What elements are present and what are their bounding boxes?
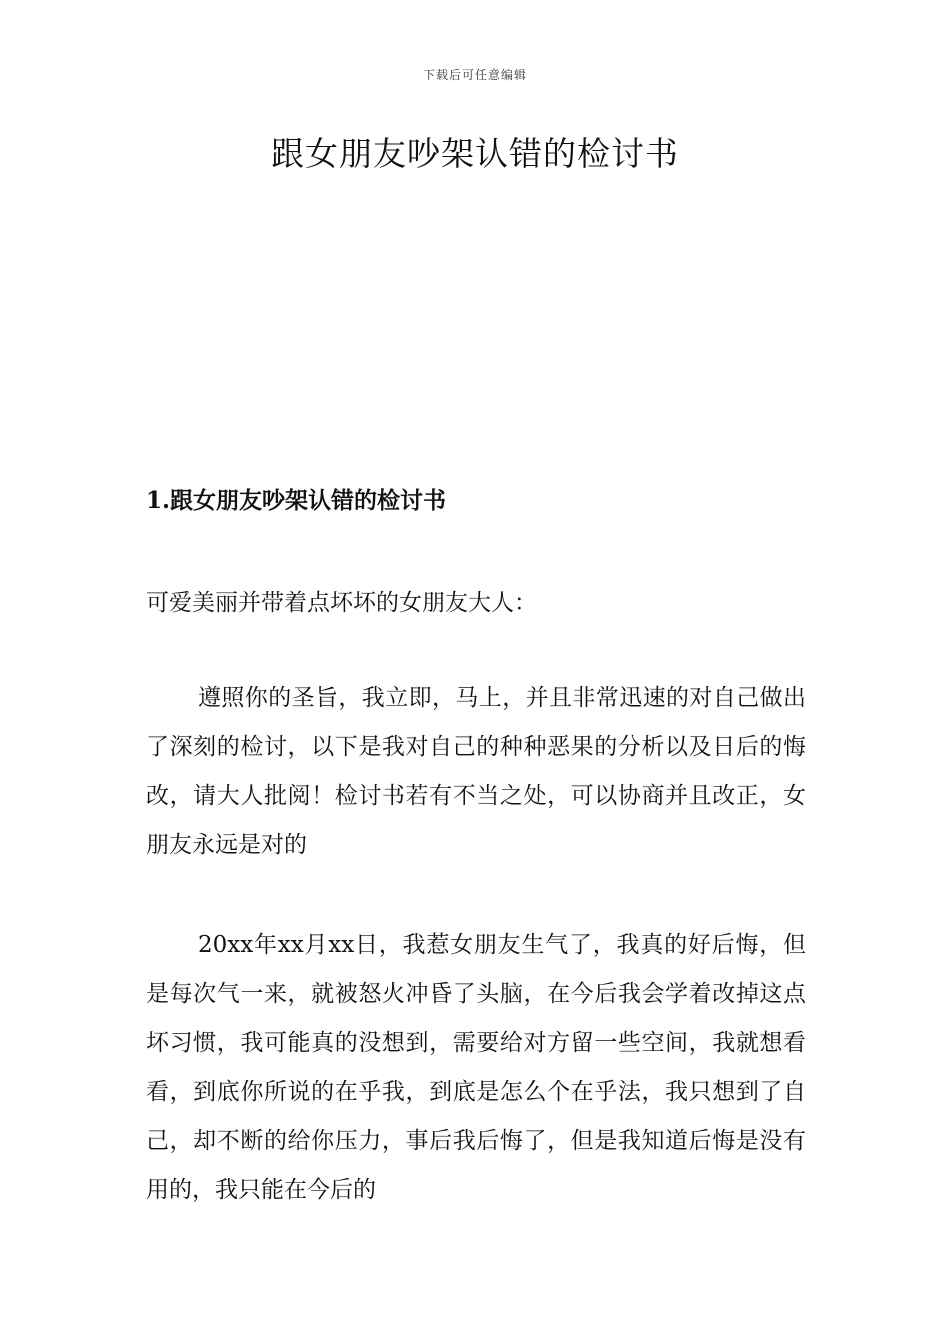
document-title: 跟女朋友吵架认错的检讨书 — [271, 134, 679, 173]
body-paragraph-2: 20xx年xx月xx日，我惹女朋友生气了，我真的好后悔，但是每次气一来，就被怒火冲昏了头脑，在今后我会学着改掉这点坏习惯，我可能真的没想到，需要给对方留一些空间，我就想看看，到底你所说的在乎我，到底是怎么个在乎法，我只想到了自己，却不断的给你压力，事后我后悔了，但是我知道后悔是没有用的，我只能在今后的 — [146, 932, 806, 1203]
salutation: 可爱美丽并带着点坏坏的女朋友大人： — [146, 590, 537, 616]
page-header-note: 下载后可任意编辑 — [422, 68, 527, 82]
section-heading: 1.跟女朋友吵架认错的检讨书 — [146, 487, 447, 514]
body-paragraph-1: 遵照你的圣旨，我立即，马上，并且非常迅速的对自己做出了深刻的检讨，以下是我对自己的种种恶果的分析以及日后的悔改，请大人批阅！检讨书若有不当之处，可以协商并且改正，女朋友永远是对的 — [146, 685, 806, 858]
